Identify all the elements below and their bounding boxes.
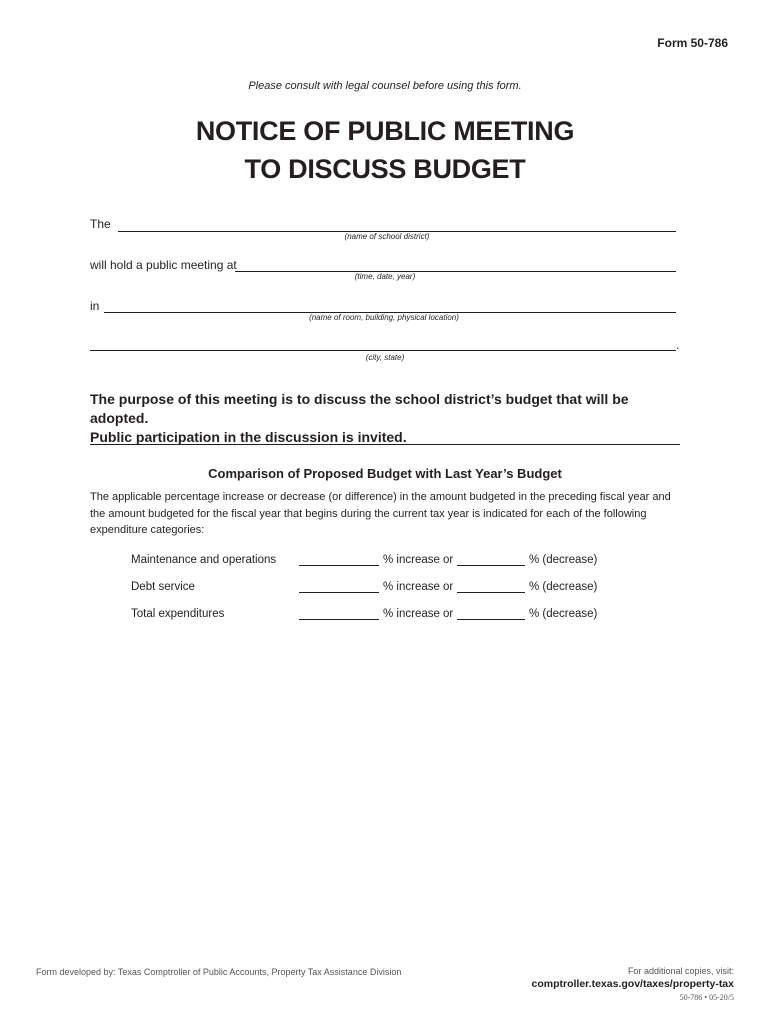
- section-divider: [90, 444, 680, 445]
- footer-form-code: 50-786 • 05-20/5: [679, 993, 734, 1002]
- decrease-field[interactable]: [457, 592, 525, 593]
- location-label: in: [90, 299, 100, 313]
- or-label: or: [443, 554, 454, 566]
- page-title: [0, 112, 770, 188]
- comparison-heading: Comparison of Proposed Budget with Last Year’s Budget: [208, 466, 562, 481]
- counsel-note: Please consult with legal counsel before using this form.: [248, 80, 522, 92]
- purpose-line-1: The purpose of this meeting is to discuss the school district’s budget that will be adopted.: [90, 391, 629, 426]
- category-label: Maintenance and operations: [131, 554, 277, 566]
- increase-field[interactable]: [299, 619, 379, 620]
- category-label: Debt service: [131, 581, 195, 593]
- purpose-statement: [90, 390, 690, 447]
- comparison-intro: The applicable percentage increase or decrease (or difference) in the amount budgeted in the preceding fiscal year and the amount budgeted for the fiscal year that begins during the current tax year is indicated for each of the following expenditure categories:: [90, 491, 671, 536]
- location-hint: (name of room, building, physical location): [309, 313, 459, 322]
- district-hint: (name of school district): [344, 232, 430, 241]
- footer-developer: Form developed by: Texas Comptroller of Public Accounts, Property Tax Assistance Division: [36, 967, 402, 977]
- increase-field[interactable]: [299, 565, 379, 566]
- meeting-hint: (time, date, year): [354, 272, 416, 281]
- budget-row-maintenance: [131, 554, 651, 570]
- increase-label: % increase: [383, 608, 440, 620]
- decrease-field[interactable]: [457, 565, 525, 566]
- or-label: or: [443, 608, 454, 620]
- decrease-label: % (decrease): [529, 581, 598, 593]
- city-hint: (city, state): [365, 353, 405, 362]
- category-label: Total expenditures: [131, 608, 225, 620]
- title-line-2: TO DISCUSS BUDGET: [244, 154, 526, 184]
- title-line-1: NOTICE OF PUBLIC MEETING: [195, 116, 575, 146]
- city-state-field[interactable]: [90, 350, 676, 351]
- district-label: The: [90, 217, 111, 231]
- budget-row-debt-service: [131, 581, 651, 597]
- decrease-field[interactable]: [457, 619, 525, 620]
- footer-copies-label: For additional copies, visit:: [627, 966, 734, 976]
- increase-label: % increase: [383, 554, 440, 566]
- budget-row-total: [131, 608, 651, 624]
- decrease-label: % (decrease): [529, 554, 598, 566]
- increase-field[interactable]: [299, 592, 379, 593]
- footer-copies: [532, 966, 735, 1002]
- city-period: .: [676, 338, 680, 352]
- decrease-label: % (decrease): [529, 608, 598, 620]
- meeting-label: will hold a public meeting at: [90, 258, 237, 272]
- form-number: Form 50-786: [657, 36, 728, 50]
- footer-url-link[interactable]: comptroller.texas.gov/taxes/property-tax: [531, 978, 734, 990]
- purpose-line-2: Public participation in the discussion is invited.: [90, 429, 407, 445]
- increase-label: % increase: [383, 581, 440, 593]
- or-label: or: [443, 581, 454, 593]
